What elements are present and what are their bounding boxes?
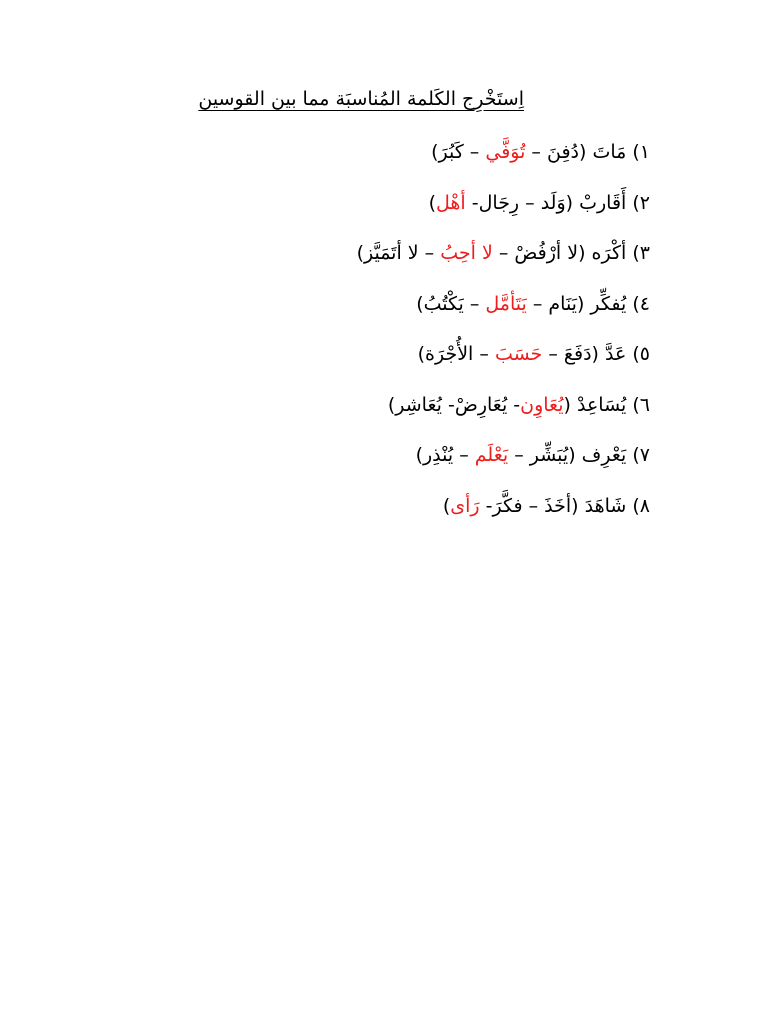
item-number: ٤)	[632, 292, 650, 315]
correct-option: أهْل	[436, 191, 466, 214]
correct-option: يَتَأمَّل	[485, 292, 527, 315]
correct-option: يَعْلَم	[474, 444, 509, 466]
exercise-item: ٧) يَعْرِف (يُبَشِّر – يَعْلَم – يُنْذِر)	[415, 444, 650, 466]
exercise-item: ٥) عَدَّ (دَفَعَ – حَسَبَ – الأُجْرَة)	[417, 343, 650, 365]
target-word: يُسَاعِدْ	[576, 393, 627, 416]
option: يَكْتُبُ	[423, 292, 464, 315]
option: لا أتَمَيَّز	[363, 242, 419, 264]
correct-option: حَسَبَ	[494, 343, 543, 365]
target-word: أكْرَه	[591, 242, 627, 264]
exercise-item: ٤) يُفكِّر (يَنَام – يَتَأمَّل – يَكْتُبُ)	[416, 292, 650, 315]
target-word: مَاتَ	[592, 141, 627, 163]
target-word: يُفكِّر	[590, 292, 627, 315]
option: أخَذَ	[544, 494, 572, 517]
correct-option: تُوَفَّي	[485, 141, 526, 163]
option: يُنْذِر	[423, 444, 454, 466]
option: يُبَشِّر	[529, 444, 569, 466]
item-number: ٨)	[632, 494, 650, 517]
target-word: عَدَّ	[605, 343, 627, 365]
target-word: أَقَاربْ	[579, 191, 627, 214]
option: يُعَارِضْ	[454, 393, 508, 416]
item-number: ٥)	[632, 343, 650, 365]
item-number: ٦)	[632, 393, 650, 416]
correct-option: يُعَاوِن	[520, 393, 564, 416]
option: لا أرْفُضْ	[514, 242, 579, 264]
exercise-item: ٢) أَقَاربْ (وَلَد – رِجَال- أهْل)	[428, 191, 650, 214]
exercise-item: ٣) أكْرَه (لا أرْفُضْ – لا أحِبُ – لا أتَمَيَّز)	[356, 242, 650, 264]
option: وَلَد	[540, 191, 566, 214]
option: الأُجْرَة	[425, 343, 474, 365]
option: يُعَاشِر	[395, 393, 442, 416]
worksheet-title: اِستَخْرِج الكَلمة المُناسبَة مما بين القوسين	[198, 88, 524, 110]
exercise-item: ٦) يُسَاعِدْ (يُعَاوِن- يُعَارِضْ- يُعَاشِر)	[387, 393, 650, 416]
correct-option: رَأى	[450, 494, 480, 517]
target-word: يَعْرِف	[581, 444, 627, 466]
item-number: ٢)	[632, 191, 650, 214]
item-number: ١)	[632, 141, 650, 163]
exercise-item: ١) مَاتَ (دُفِنَ – تُوَفَّي – كَبُرَ)	[431, 141, 650, 163]
correct-option: لا أحِبُ	[440, 242, 493, 264]
exercise-item: ٨) شَاهَدَ (أخَذَ – فكَّرَ- رَأى)	[442, 494, 650, 517]
item-number: ٧)	[632, 444, 650, 466]
option: رِجَال	[478, 191, 520, 214]
option: دَفَعَ	[563, 343, 592, 365]
option: كَبُرَ	[438, 141, 464, 163]
option: يَنَام	[548, 292, 577, 315]
item-number: ٣)	[632, 242, 650, 264]
option: فكَّرَ	[492, 494, 523, 517]
option: دُفِنَ	[546, 141, 579, 163]
target-word: شَاهَدَ	[584, 494, 627, 517]
exercise-list	[357, 140, 650, 544]
